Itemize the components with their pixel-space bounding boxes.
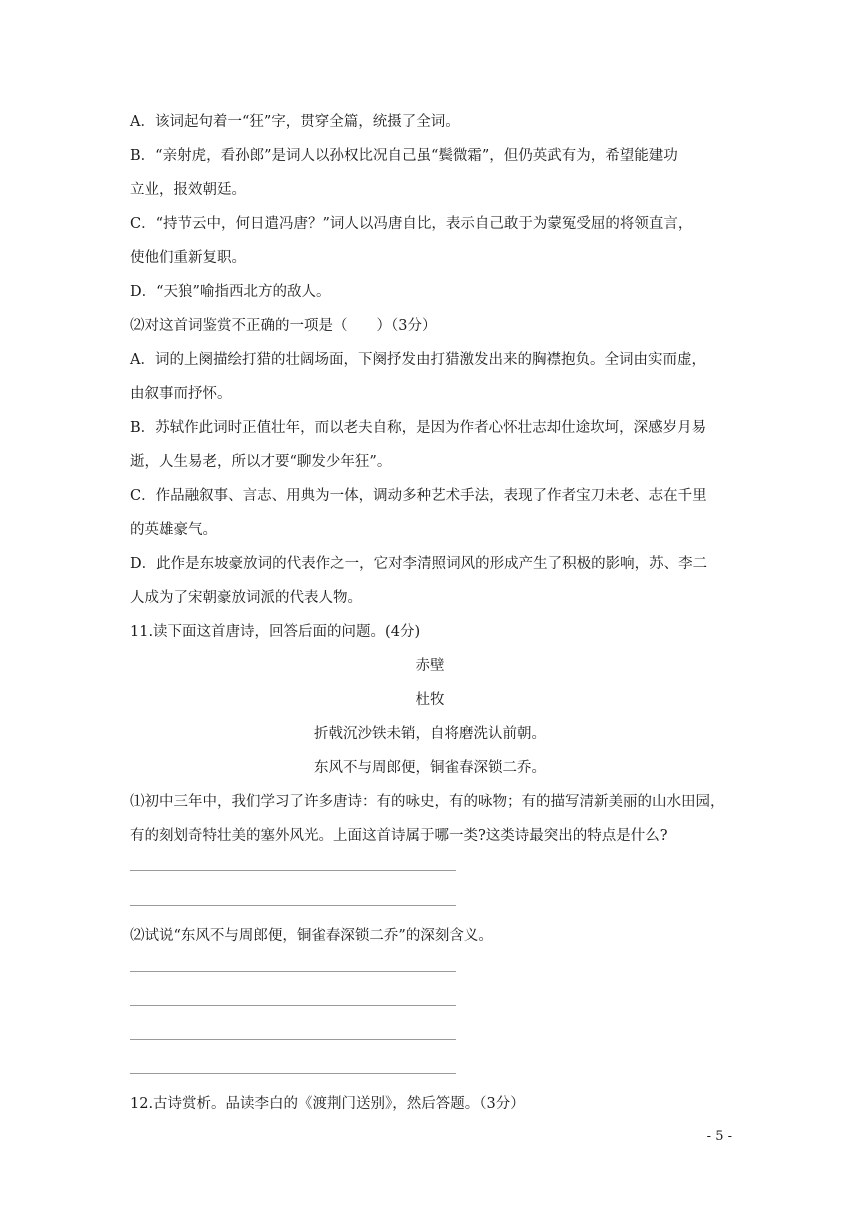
- q10-part2-option-c-cont: 的英雄豪气。: [130, 522, 217, 538]
- q11-part1-line-1: ⑴初中三年中，我们学习了许多唐诗：有的咏史，有的咏物；有的描写清新美丽的山水田园，: [130, 794, 725, 810]
- q10-option-c: C．“持节云中，何日遣冯唐？”词人以冯唐自比，表示自己敢于为蒙冤受屈的将领直言，: [130, 216, 693, 232]
- q10-option-d: D．“天狼”喻指西北方的敌人。: [130, 284, 331, 300]
- poem-title: 赤壁: [415, 658, 445, 674]
- poem-author: 杜牧: [415, 692, 445, 708]
- q10-option-b-cont: 立业，报效朝廷。: [130, 182, 246, 198]
- q10-part2-option-c: C．作品融叙事、言志、用典为一体，调动多种艺术手法，表现了作者宝刀未老、志在千里: [130, 488, 707, 504]
- q11-part1-line-2: 有的刻划奇特壮美的塞外风光。上面这首诗属于哪一类?这类诗最突出的特点是什么?: [130, 828, 668, 844]
- poem-line-2: 东风不与周郎便，铜雀春深锁二乔。: [314, 760, 546, 776]
- q10-part2-option-a: A．词的上阕描绘打猎的壮阔场面，下阕抒发由打猎激发出来的胸襟抱负。全词由实而虚，: [130, 352, 706, 368]
- q10-part2-prompt: ⑵对这首词鉴赏不正确的一项是（ ）（3分）: [130, 318, 437, 334]
- answer-line[interactable]: [130, 971, 456, 972]
- q12-heading: 12.古诗赏析。品读李白的《渡荆门送别》，然后答题。（3分）: [130, 1096, 525, 1112]
- q11-heading: 11.读下面这首唐诗，回答后面的问题。(4分): [130, 624, 421, 640]
- poem-line-1: 折戟沉沙铁未销，自将磨洗认前朝。: [314, 726, 546, 742]
- q10-part2-option-a-cont: 由叙事而抒怀。: [130, 386, 232, 402]
- q11-part2: ⑵试说“东风不与周郎便，铜雀春深锁二乔”的深刻含义。: [130, 928, 493, 944]
- q10-option-b: B．“亲射虎，看孙郎”是词人以孙权比况自己虽“鬓微霜”，但仍英武有为，希望能建功: [130, 148, 678, 164]
- q10-part2-option-d: D．此作是东坡豪放词的代表作之一，它对李清照词风的形成产生了积极的影响，苏、李二: [130, 556, 708, 572]
- q10-part2-option-d-cont: 人成为了宋朝豪放词派的代表人物。: [130, 590, 362, 606]
- answer-line[interactable]: [130, 1039, 456, 1040]
- answer-line[interactable]: [130, 905, 456, 906]
- page-number: - 5 -: [706, 1129, 732, 1144]
- answer-line[interactable]: [130, 1073, 456, 1074]
- q10-option-a: A．该词起句着一“狂”字，贯穿全篇，统摄了全词。: [130, 114, 460, 130]
- q10-option-c-cont: 使他们重新复职。: [130, 250, 246, 266]
- answer-line[interactable]: [130, 870, 456, 871]
- answer-line[interactable]: [130, 1005, 456, 1006]
- q10-part2-option-b: B．苏轼作此词时正值壮年，而以老夫自称，是因为作者心怀壮志却仕途坎坷，深感岁月易: [130, 420, 707, 436]
- q10-part2-option-b-cont: 逝，人生易老，所以才要“聊发少年狂”。: [130, 454, 392, 470]
